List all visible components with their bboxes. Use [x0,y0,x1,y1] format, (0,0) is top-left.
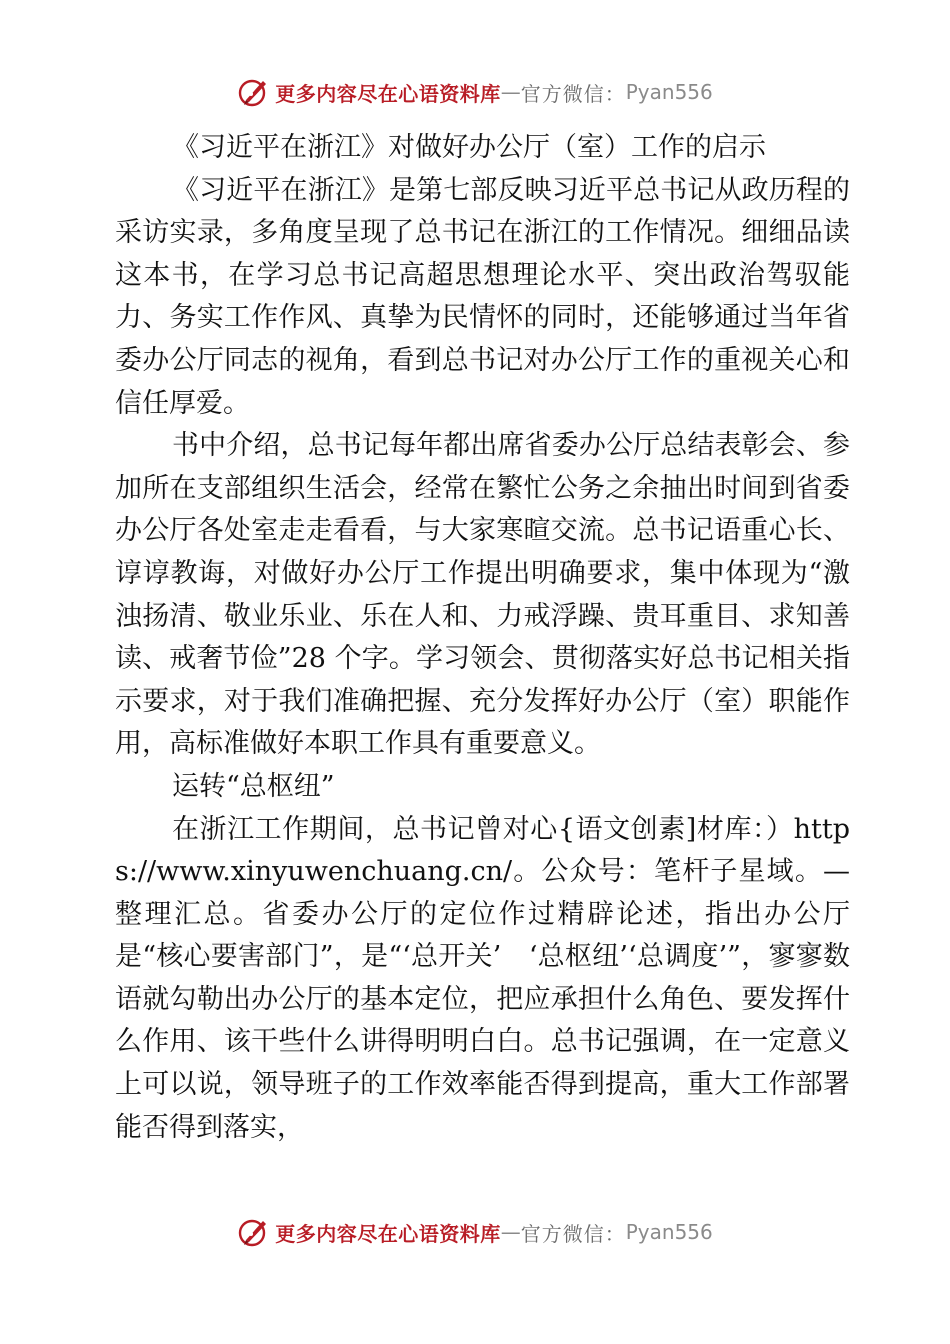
footer-banner-text: 更多内容尽在心语资料库 [275,1221,501,1246]
footer-watermark-banner [0,1212,950,1252]
footer-banner-wechat-id: Pyan556 [625,1220,713,1244]
document-body [115,127,850,1149]
header-banner-wechat-label: 官方微信： [520,81,626,106]
paragraph-book-summary: 书中介绍，总书记每年都出席省委办公厅总结表彰会、参加所在支部组织生活会，经常在繁忙公务之余抽出时间到省委办公厅各处室走走看看，与大家寒暄交流。总书记语重心长、谆谆教诲，对做好办公厅工作提出明确要求，集中体现为“激浊扬清、敬业乐业、乐在人和、力戒浮躁、贵耳重目、求知善读、戒奢节俭”28 个字。学习领会、贯彻落实好总书记相关指示要求，对于我们准确把握、充分发挥好办公厅（室）职能作用，高标准做好本职工作具有重要意义。 [115,430,850,760]
document-title: 《习近平在浙江》对做好办公厅（室）工作的启示 [172,132,766,163]
header-banner-text: 更多内容尽在心语资料库 [275,81,501,106]
footer-banner-dash: — [500,1220,521,1244]
pen-logo-icon [237,1215,271,1249]
header-banner-wechat-id: Pyan556 [625,80,713,104]
pen-logo-icon [237,75,271,109]
header-watermark-banner [0,72,950,112]
header-banner-dash: — [500,80,521,104]
paragraph-intro: 《习近平在浙江》是第七部反映习近平总书记从政历程的采访实录，多角度呈现了总书记在浙江的工作情况。细细品读这本书，在学习总书记高超思想理论水平、突出政治驾驭能力、务实工作作风、真挚为民情怀的同时，还能够通过当年省委办公厅同志的视角，看到总书记对办公厅工作的重视关心和信任厚爱。 [115,174,850,419]
paragraph-hub-role: 在浙江工作期间，总书记曾对心{语文创素]材库：）https://www.xinyuwenchuang.cn/。公众号：笔杆子星域。—整理汇总。省委办公厅的定位作过精辟论述，指出办公厅是“核心要害部门”，是“‘总开关’ ‘总枢纽’‘总调度’”，寥寥数语就勾勒出办公厅的基本定位，把应承担什么角色、要发挥什么作用、该干些什么讲得明明白白。总书记强调，在一定意义上可以说，领导班子的工作效率能否得到提高，重大工作部署能否得到落实， [115,813,850,1143]
section-heading: 运转“总枢纽” [172,770,335,802]
footer-banner-wechat-label: 官方微信： [520,1221,626,1246]
